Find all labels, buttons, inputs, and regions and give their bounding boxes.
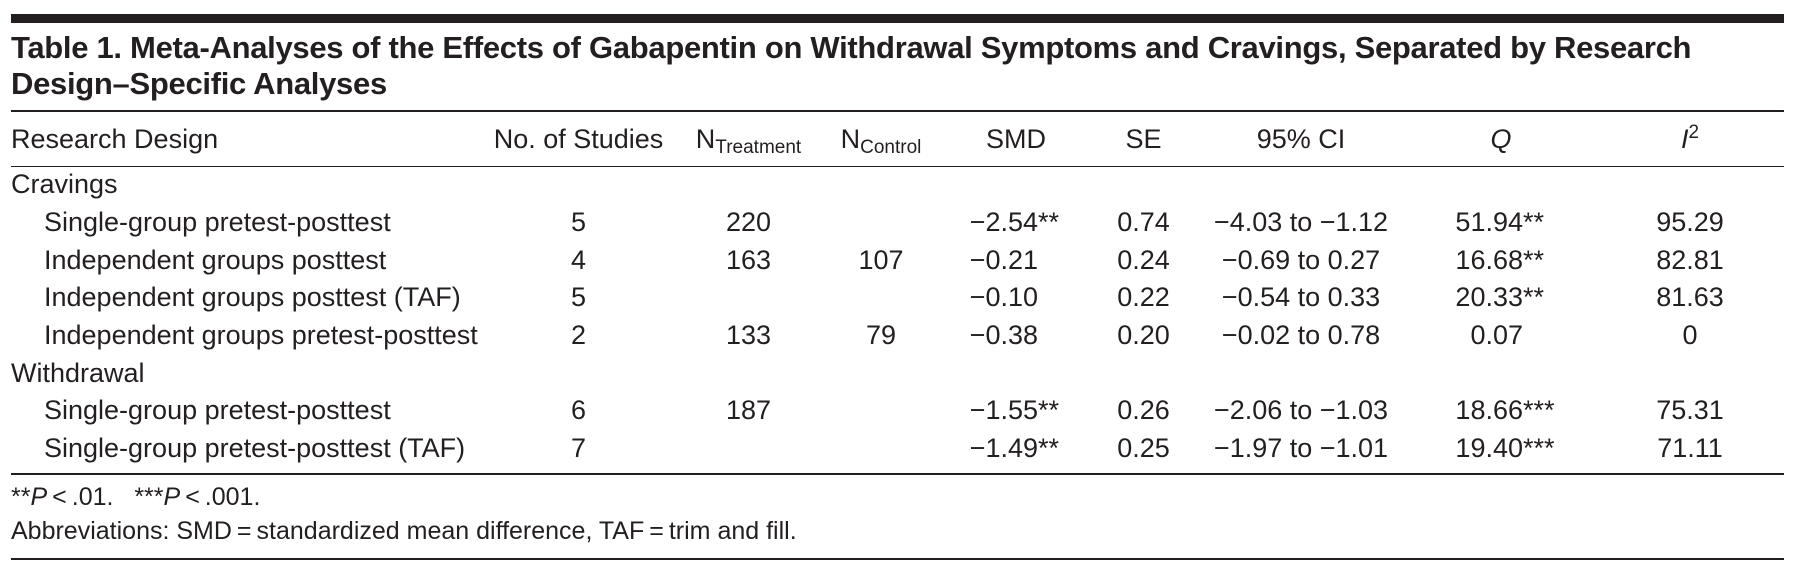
smd-value: −0.38 bbox=[969, 320, 1038, 351]
cell-q bbox=[1406, 204, 1596, 242]
notes-bottom-rule bbox=[11, 558, 1784, 560]
cell-smd bbox=[941, 204, 1091, 242]
cell-ci: −2.06 to −1.03 bbox=[1213, 395, 1389, 426]
table-bottom-rule bbox=[11, 473, 1784, 475]
section-label: Withdrawal bbox=[11, 357, 145, 388]
cell-n-control bbox=[821, 204, 941, 242]
cell-studies: 6 bbox=[570, 395, 587, 426]
cell-n-control: 107 bbox=[858, 244, 904, 275]
cell-q bbox=[1406, 279, 1596, 317]
q-stars: *** bbox=[1523, 433, 1555, 464]
q-value: 19.40 bbox=[1455, 433, 1523, 464]
smd-value: −2.54 bbox=[969, 207, 1038, 238]
cell-se: 0.74 bbox=[1117, 207, 1170, 238]
cell-smd bbox=[941, 279, 1091, 317]
cell-studies: 2 bbox=[570, 320, 587, 351]
cell-n-treatment: 187 bbox=[725, 395, 772, 426]
cell-ci: −0.54 to 0.33 bbox=[1221, 282, 1381, 313]
table-row bbox=[11, 279, 1784, 317]
cell-design: Single-group pretest-posttest bbox=[44, 207, 391, 238]
top-rule bbox=[11, 14, 1784, 23]
q-value: 0.07 bbox=[1470, 320, 1523, 351]
cell-n-treatment: 163 bbox=[725, 244, 772, 275]
col-header-ci: 95% CI bbox=[1256, 123, 1346, 154]
table-row bbox=[11, 317, 1784, 355]
table-notes bbox=[11, 480, 1784, 548]
section-row bbox=[11, 354, 1784, 392]
cell-q bbox=[1406, 317, 1596, 355]
smd-stars: ** bbox=[1038, 207, 1060, 238]
cell-q bbox=[1406, 241, 1596, 279]
col-header-design: Research Design bbox=[11, 123, 219, 154]
cell-n-control bbox=[821, 430, 941, 468]
col-header-n-control: $N_{Control}$ bbox=[840, 123, 922, 158]
cell-n-control: 79 bbox=[865, 320, 897, 351]
cell-design: Independent groups pretest-posttest bbox=[44, 320, 478, 351]
abbreviations-note: Abbreviations: SMD = standardized mean difference, TAF = trim and fill. bbox=[11, 517, 797, 545]
q-stars: ** bbox=[1523, 207, 1545, 238]
col-header-studies: No. of Studies bbox=[493, 123, 664, 154]
q-value: 20.33 bbox=[1455, 282, 1523, 313]
cell-n-control bbox=[821, 392, 941, 430]
cell-n-treatment: 133 bbox=[725, 320, 772, 351]
cell-n-control bbox=[821, 279, 941, 317]
cell-studies: 4 bbox=[570, 244, 587, 275]
cell-design: Independent groups posttest (TAF) bbox=[44, 282, 461, 313]
col-header-q: Q bbox=[1490, 123, 1512, 154]
q-value: 16.68 bbox=[1455, 244, 1523, 275]
cell-ci: −0.02 to 0.78 bbox=[1221, 320, 1381, 351]
cell-ci: −1.97 to −1.01 bbox=[1213, 433, 1389, 464]
cell-n-treatment: 220 bbox=[725, 207, 772, 238]
cell-ci: −0.69 to 0.27 bbox=[1221, 244, 1381, 275]
col-header-se: SE bbox=[1125, 123, 1162, 154]
cell-n-treatment bbox=[676, 430, 821, 468]
section-label: Cravings bbox=[11, 169, 118, 200]
col-header-n-treatment: $N_{Treatment}$ bbox=[695, 123, 802, 158]
cell-q bbox=[1406, 392, 1596, 430]
cell-se: 0.20 bbox=[1117, 320, 1170, 351]
cell-design: Single-group pretest-posttest (TAF) bbox=[44, 433, 466, 464]
cell-i2: 82.81 bbox=[1656, 244, 1724, 275]
table-row bbox=[11, 430, 1784, 468]
cell-ci: −4.03 to −1.12 bbox=[1213, 207, 1389, 238]
smd-value: −1.55 bbox=[969, 395, 1038, 426]
col-header-smd: SMD bbox=[986, 123, 1046, 154]
header-row bbox=[11, 112, 1784, 166]
table-row bbox=[11, 241, 1784, 279]
cell-se: 0.25 bbox=[1117, 433, 1170, 464]
significance-note: **P < .01. ***P < .001. bbox=[11, 483, 261, 511]
q-stars: ** bbox=[1523, 244, 1545, 275]
cell-se: 0.22 bbox=[1117, 282, 1170, 313]
smd-value: −0.21 bbox=[969, 244, 1038, 275]
cell-se: 0.26 bbox=[1117, 395, 1170, 426]
cell-smd bbox=[941, 241, 1091, 279]
cell-studies: 5 bbox=[570, 207, 587, 238]
cell-se: 0.24 bbox=[1117, 244, 1170, 275]
smd-value: −1.49 bbox=[969, 433, 1038, 464]
cell-q bbox=[1406, 430, 1596, 468]
cell-i2: 75.31 bbox=[1656, 395, 1724, 426]
table-row bbox=[11, 392, 1784, 430]
cell-smd bbox=[941, 317, 1091, 355]
section-row bbox=[11, 166, 1784, 204]
meta-analysis-table bbox=[11, 112, 1784, 468]
cell-design: Single-group pretest-posttest bbox=[44, 395, 391, 426]
q-value: 51.94 bbox=[1455, 207, 1523, 238]
table-title: Table 1. Meta-Analyses of the Effects of Gabapentin on Withdrawal Symptoms and Cravings, Separated by Research Design–Specific Analyses bbox=[11, 30, 1692, 101]
cell-smd bbox=[941, 392, 1091, 430]
q-value: 18.66 bbox=[1455, 395, 1523, 426]
cell-i2: 81.63 bbox=[1656, 282, 1724, 313]
cell-n-treatment bbox=[676, 279, 821, 317]
cell-design: Independent groups posttest bbox=[44, 244, 387, 275]
cell-smd bbox=[941, 430, 1091, 468]
cell-i2: 0 bbox=[1682, 320, 1698, 351]
cell-i2: 95.29 bbox=[1656, 207, 1724, 238]
smd-value: −0.10 bbox=[969, 282, 1038, 313]
q-stars: *** bbox=[1523, 395, 1555, 426]
smd-stars: ** bbox=[1038, 433, 1060, 464]
cell-studies: 5 bbox=[570, 282, 587, 313]
table-row bbox=[11, 204, 1784, 242]
cell-studies: 7 bbox=[570, 433, 587, 464]
q-stars: ** bbox=[1523, 282, 1545, 313]
cell-i2: 71.11 bbox=[1657, 433, 1723, 464]
smd-stars: ** bbox=[1038, 395, 1060, 426]
col-header-i2: $I^2$ bbox=[1680, 121, 1700, 154]
